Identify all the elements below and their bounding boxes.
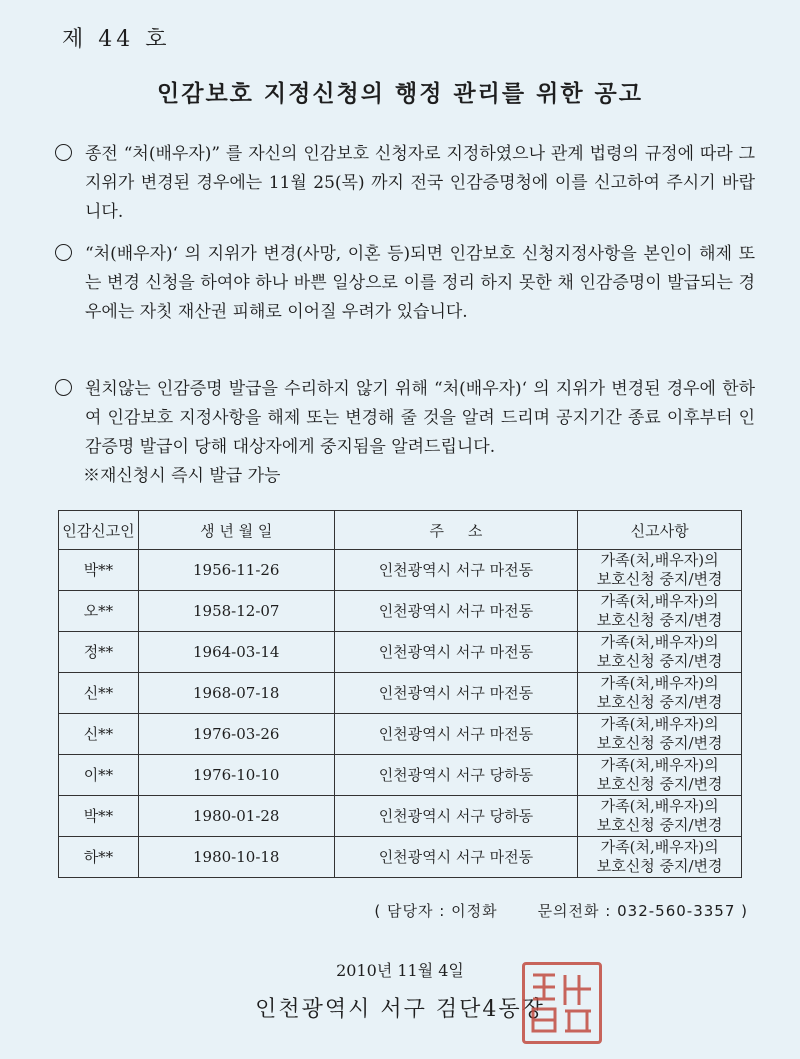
header-address: 주 소	[334, 511, 578, 550]
report-line-1: 가족(처,배우자)의	[600, 633, 719, 651]
cell-birthdate: 1956-11-26	[138, 550, 334, 591]
report-line-2: 보호신청 중지/변경	[596, 611, 723, 629]
table-row	[59, 755, 742, 796]
cell-birthdate: 1968-07-18	[138, 673, 334, 714]
reports-table	[58, 510, 742, 878]
table-row	[59, 632, 742, 673]
contact-phone: 문의전화 : 032-560-3357 )	[537, 902, 748, 920]
cell-name: 신**	[59, 714, 139, 755]
cell-address: 인천광역시 서구 당하동	[334, 755, 578, 796]
report-line-1: 가족(처,배우자)의	[600, 756, 719, 774]
cell-report	[578, 796, 742, 837]
document-number: 제 44 호	[62, 27, 171, 52]
cell-name: 하**	[59, 837, 139, 878]
header-reporter: 인감신고인	[59, 511, 139, 550]
official-seal	[522, 962, 602, 1044]
report-line-2: 보호신청 중지/변경	[596, 693, 723, 711]
report-line-1: 가족(처,배우자)의	[600, 551, 719, 569]
notice-paragraph-1	[55, 140, 755, 227]
report-line-1: 가족(처,배우자)의	[600, 592, 719, 610]
header-birthdate: 생 년 월 일	[138, 511, 334, 550]
report-line-2: 보호신청 중지/변경	[596, 775, 723, 793]
report-line-2: 보호신청 중지/변경	[596, 857, 723, 875]
cell-address: 인천광역시 서구 마전동	[334, 550, 578, 591]
cell-report	[578, 632, 742, 673]
cell-address: 인천광역시 서구 마전동	[334, 714, 578, 755]
cell-report	[578, 837, 742, 878]
table-row	[59, 673, 742, 714]
cell-address: 인천광역시 서구 마전동	[334, 632, 578, 673]
report-line-2: 보호신청 중지/변경	[596, 570, 723, 588]
cell-name: 이**	[59, 755, 139, 796]
report-line-2: 보호신청 중지/변경	[596, 816, 723, 834]
cell-address: 인천광역시 서구 마전동	[334, 837, 578, 878]
paragraph-text: “처(배우자)‘ 의 지위가 변경(사망, 이혼 등)되면 인감보호 신청지정사항을 본인이 해제 또는 변경 신청을 하여야 하나 바쁜 일상으로 이를 정리 하지 못한 채 인감증명이 발급되는 경우에는 자칫 재산권 피해로 이어질 우려가 있습니다.	[85, 244, 755, 322]
cell-report	[578, 755, 742, 796]
notice-paragraph-2	[55, 240, 755, 327]
report-line-1: 가족(처,배우자)의	[600, 797, 719, 815]
cell-name: 신**	[59, 673, 139, 714]
cell-birthdate: 1976-10-10	[138, 755, 334, 796]
report-line-1: 가족(처,배우자)의	[600, 715, 719, 733]
contact-info	[374, 900, 748, 921]
paragraph-text: 원치않는 인감증명 발급을 수리하지 않기 위해 “처(배우자)‘ 의 지위가 변경된 경우에 한하여 인감보호 지정사항을 해제 또는 변경해 줄 것을 알려 드리며 공지기간 종료 이후부터 인감증명 발급이 당해 대상자에게 중지됨을 알려드립니다.	[85, 379, 755, 457]
table-row	[59, 714, 742, 755]
header-report-details: 신고사항	[578, 511, 742, 550]
report-line-2: 보호신청 중지/변경	[596, 734, 723, 752]
contact-manager: ( 담당자 : 이정화	[374, 902, 498, 920]
cell-birthdate: 1980-01-28	[138, 796, 334, 837]
circle-bullet-icon	[55, 244, 72, 261]
cell-name: 박**	[59, 550, 139, 591]
cell-address: 인천광역시 서구 마전동	[334, 591, 578, 632]
circle-bullet-icon	[55, 379, 72, 396]
paragraph-text: 종전 “처(배우자)” 를 자신의 인감보호 신청자로 지정하였으나 관계 법령의 규정에 따라 그 지위가 변경된 경우에는 11월 25(목) 까지 전국 인감증명청에 이를 신고하여 주시기 바랍니다.	[85, 144, 755, 222]
reissue-note: ※재신청시 즉시 발급 가능	[83, 466, 281, 486]
circle-bullet-icon	[55, 144, 72, 161]
cell-name: 박**	[59, 796, 139, 837]
cell-report	[578, 714, 742, 755]
cell-report	[578, 673, 742, 714]
notice-paragraph-3	[55, 375, 755, 491]
cell-birthdate: 1958-12-07	[138, 591, 334, 632]
cell-birthdate: 1964-03-14	[138, 632, 334, 673]
seal-stamp-icon	[525, 965, 599, 1041]
table-row	[59, 550, 742, 591]
report-line-2: 보호신청 중지/변경	[596, 652, 723, 670]
table-row	[59, 837, 742, 878]
report-line-1: 가족(처,배우자)의	[600, 838, 719, 856]
cell-name: 정**	[59, 632, 139, 673]
table-row	[59, 796, 742, 837]
cell-name: 오**	[59, 591, 139, 632]
cell-birthdate: 1976-03-26	[138, 714, 334, 755]
cell-address: 인천광역시 서구 마전동	[334, 673, 578, 714]
issue-date: 2010년 11월 4일	[336, 961, 464, 980]
report-line-1: 가족(처,배우자)의	[600, 674, 719, 692]
cell-report	[578, 550, 742, 591]
page-title: 인감보호 지정신청의 행정 관리를 위한 공고	[157, 81, 643, 107]
cell-report	[578, 591, 742, 632]
issuer-name: 인천광역시 서구 검단4동장	[255, 997, 545, 1022]
cell-address: 인천광역시 서구 당하동	[334, 796, 578, 837]
table-row	[59, 591, 742, 632]
cell-birthdate: 1980-10-18	[138, 837, 334, 878]
table-header-row	[59, 511, 742, 550]
